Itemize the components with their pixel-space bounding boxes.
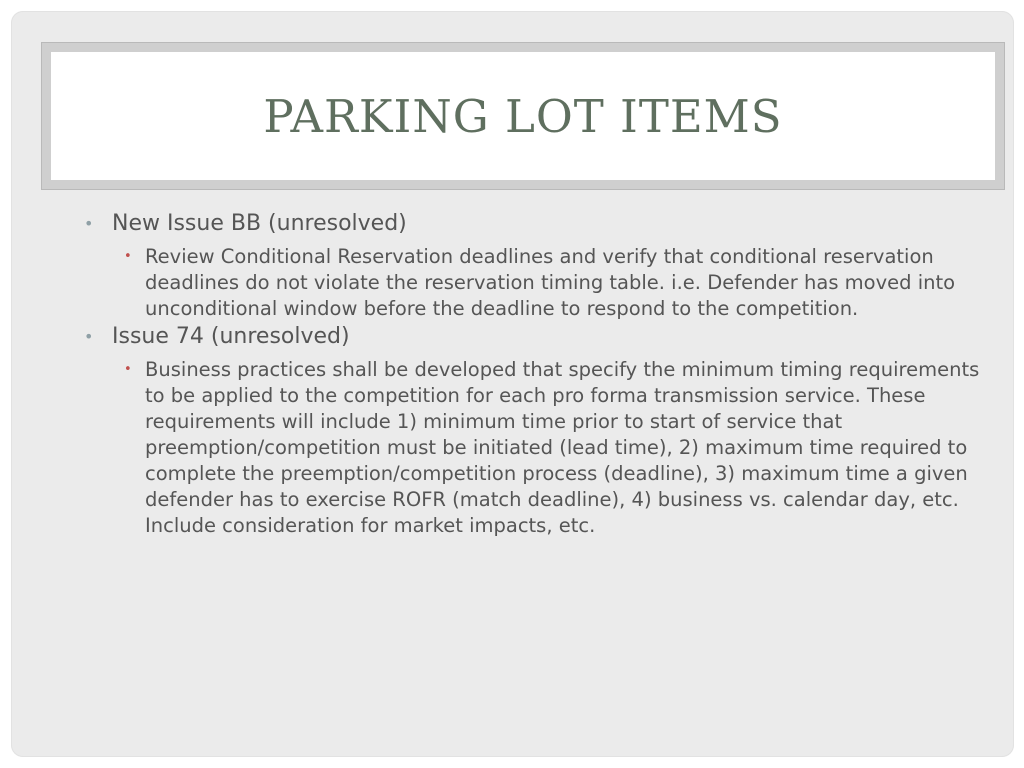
bullet-item (84, 209, 984, 238)
sub-bullet-item (116, 244, 984, 322)
sub-bullet-text: Business practices shall be developed that specify the minimum timing requirements to be applied to the competition for each pro forma transmission service. These requirements will include 1) minimum time prior to start of service that preemption/competition must be initiated (lead time), 2) maximum time required to complete the preemption/competition process (deadline), 3) maximum time a given defender has to exercise ROFR (match deadline), 4) business vs. calendar day, etc. Include consideration for market impacts, etc. (145, 358, 980, 537)
bullet-text: Issue 74 (unresolved) (112, 324, 350, 349)
title-frame (41, 42, 1005, 190)
bullet-dot-icon: • (84, 327, 94, 346)
content-body (84, 209, 984, 539)
bullet-item (84, 322, 984, 351)
bullet-text: New Issue BB (unresolved) (112, 211, 407, 236)
slide (11, 11, 1014, 757)
sub-bullet-text: Review Conditional Reservation deadlines and verify that conditional reservation deadlines do not violate the reservation timing table. i.e. Defender has moved into unconditional window before the deadline to respond to the competition. (145, 245, 956, 320)
sub-bullet-item (116, 357, 984, 539)
bullet-dot-icon: • (84, 214, 94, 233)
title-box (51, 52, 995, 180)
slide-title: PARKING LOT ITEMS (263, 89, 783, 143)
bullet-dot-icon: • (124, 362, 132, 377)
bullet-dot-icon: • (124, 249, 132, 264)
